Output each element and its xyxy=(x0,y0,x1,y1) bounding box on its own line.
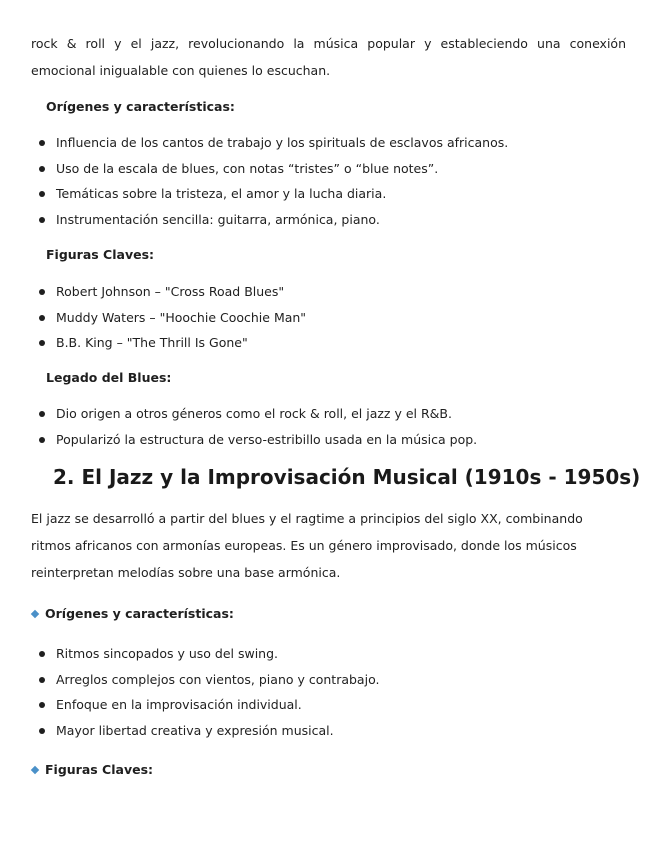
list-item-text: Temáticas sobre la tristeza, el amor y la lucha diaria. xyxy=(56,186,387,202)
bullet-icon xyxy=(39,651,45,657)
blues-origins-heading: Orígenes y características: xyxy=(46,99,235,114)
diamond-bullet-icon xyxy=(31,766,39,774)
bullet-icon xyxy=(39,437,45,443)
list-item-text: Dio origen a otros géneros como el rock & roll, el jazz y el R&B. xyxy=(56,406,452,421)
bullet-icon xyxy=(39,728,45,734)
list-item xyxy=(38,330,306,356)
list-item-text: Ritmos sincopados y uso del swing. xyxy=(56,646,278,661)
list-item xyxy=(38,427,477,453)
bullet-icon xyxy=(39,217,45,223)
list-item xyxy=(38,667,379,693)
jazz-section-heading: 2. El Jazz y la Improvisación Musical (1910s - 1950s) xyxy=(53,465,641,489)
list-item-text: Muddy Waters – "Hoochie Coochie Man" xyxy=(56,309,307,325)
jazz-origins-heading: Orígenes y características: xyxy=(45,606,234,621)
bullet-icon xyxy=(39,702,45,708)
bullet-icon xyxy=(39,340,45,346)
bullet-icon xyxy=(39,166,45,172)
bullet-icon xyxy=(39,191,45,197)
bullet-icon xyxy=(39,315,45,321)
list-item xyxy=(38,305,306,331)
jazz-intro-paragraph: El jazz se desarrolló a partir del blues y el ragtime a principios del siglo XX, combinando ritmos africanos con armonías europeas. Es un género improvisado, donde los músicos reinterpretan melodías sobre una base armónica. xyxy=(31,511,583,580)
jazz-figures-heading-row xyxy=(31,762,153,777)
blues-legacy-heading: Legado del Blues: xyxy=(46,370,172,385)
list-item xyxy=(38,156,508,182)
bullet-icon xyxy=(39,411,45,417)
list-item xyxy=(38,641,379,667)
blues-origins-list xyxy=(38,130,508,232)
list-item-text: B.B. King – "The Thrill Is Gone" xyxy=(56,335,248,351)
list-item-text: Mayor libertad creativa y expresión musical. xyxy=(56,722,334,738)
bullet-icon xyxy=(39,140,45,146)
blues-legacy-list xyxy=(38,401,477,452)
list-item xyxy=(38,130,508,156)
list-item-text: Arreglos complejos con vientos, piano y contrabajo. xyxy=(56,671,380,687)
jazz-figures-heading: Figuras Claves: xyxy=(45,762,154,777)
diamond-bullet-icon xyxy=(31,610,39,618)
jazz-origins-heading-row xyxy=(31,606,234,621)
list-item-text: Uso de la escala de blues, con notas “tristes” o “blue notes”. xyxy=(56,160,439,176)
jazz-origins-list xyxy=(38,641,379,743)
list-item-text: Robert Johnson – "Cross Road Blues" xyxy=(56,284,285,299)
list-item-text: Influencia de los cantos de trabajo y los spirituals de esclavos africanos. xyxy=(56,135,509,150)
list-item xyxy=(38,692,379,718)
list-item xyxy=(38,718,379,744)
list-item xyxy=(38,279,306,305)
list-item xyxy=(38,181,508,207)
blues-figures-heading: Figuras Claves: xyxy=(46,247,155,262)
intro-paragraph: rock & roll y el jazz, revolucionando la música popular y estableciendo una conexión emocional inigualable con quienes lo escuchan. xyxy=(31,36,626,78)
blues-figures-list xyxy=(38,279,306,356)
list-item-text: Enfoque en la improvisación individual. xyxy=(56,697,302,713)
bullet-icon xyxy=(39,677,45,683)
list-item-text: Popularizó la estructura de verso-estribillo usada en la música pop. xyxy=(56,431,478,447)
bullet-icon xyxy=(39,289,45,295)
list-item xyxy=(38,401,477,427)
list-item-text: Instrumentación sencilla: guitarra, armónica, piano. xyxy=(56,211,380,227)
list-item xyxy=(38,207,508,233)
